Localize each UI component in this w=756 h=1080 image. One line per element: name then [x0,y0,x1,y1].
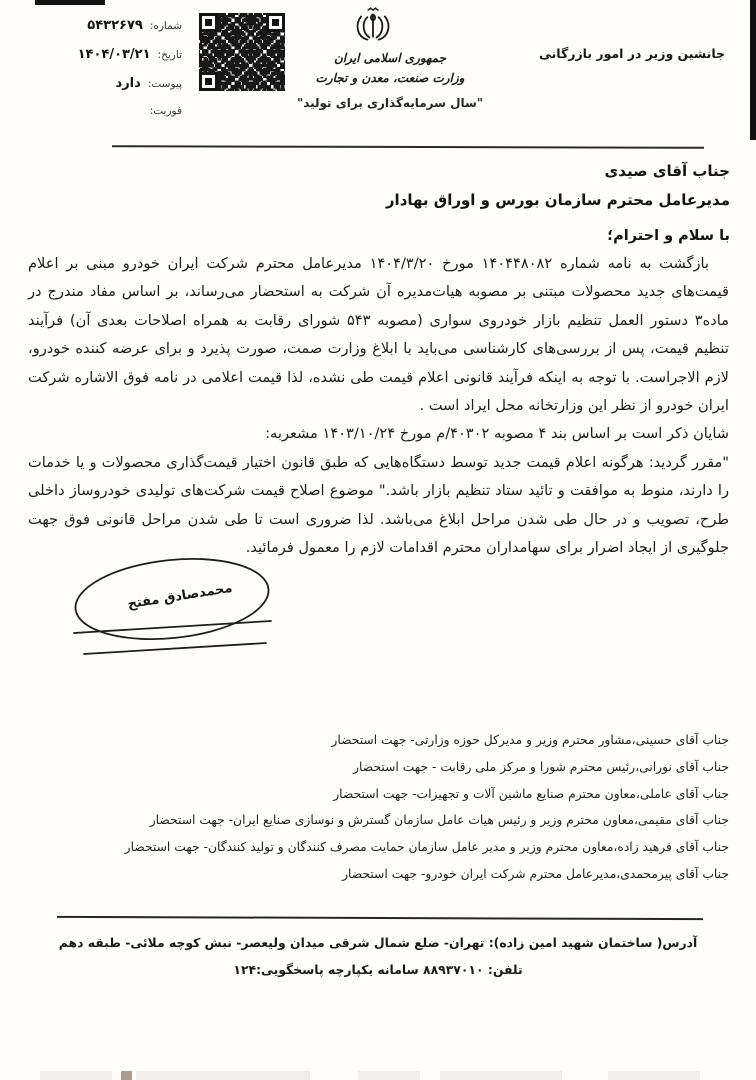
scan-edge-bar [750,0,756,140]
meta-number-row [50,18,182,47]
scan-bottom-artifact [608,1071,700,1080]
cc-item: جناب آقای پیرمحمدی،مدیرعامل محترم شرکت ایران خودرو- جهت استحضار [342,866,729,881]
deputy-minister-title: جانشین وزیر در امور بازرگانی [538,46,726,61]
scan-bottom-artifact [136,1071,310,1080]
letter-body [28,250,729,562]
cc-item: جناب آقای حسینی،مشاور محترم وزیر و مدیرکل حوزه وزارتی- جهت استحضار [331,733,729,747]
date-value: ۱۴۰۴/۰۳/۲۱ [77,47,151,62]
number-label: شماره: [149,20,182,32]
qr-finder-icon [199,13,218,32]
footer-address: آدرس( ساختمان شهید امین زاده): تهران- ضلع شمال شرقی میدان ولیعصر- نبش کوچه ملائی- طبقه دهم [58,935,698,950]
attachment-value: دارد [115,76,141,91]
recipient-name: جناب آقای صیدی [604,162,730,180]
scan-bottom-artifact [40,1071,112,1080]
qr-finder-icon [266,13,285,32]
scan-bottom-artifact [440,1071,562,1080]
year-slogan: "سال سرمایه‌گذاری برای تولید" [296,96,484,110]
qr-code-icon [199,13,285,91]
recipient-block [26,157,730,251]
date-label: تاریخ: [157,49,182,61]
org-title-block [293,48,487,88]
body-paragraph-1: بازگشت به نامه شماره ۱۴۰۴۴۸۰۸۲ مورخ ۱۴۰۴/۳/۲۰ مدیرعامل محترم شرکت ایران خودرو مبنی بر اعلام قیمت‌های جدید محصولات مبتنی بر مصوبه هیات‌مدیره آن شرکت به استحضار می‌رساند، بر اساس مفاد مندرج در ماده۳ دستور العمل تنظیم بازار خودروی سواری (مصوبه ۵۴۳ شورای رقابت به همراه اصلاحات بعدی آن) فرآیند تنظیم قیمت، پس از بررسی‌های کارشناسی می‌باید با ابلاغ وزارت صمت، صورت پذیرد و برای عرضه کننده خودرو، لازم الاجراست. با توجه به اینکه فرآیند قانونی اعلام قیمت طی نشده، لذا قیمت اعلامی در نامه فوق الاشاره شرکت ایران خودرو از نظر این وزارتخانه محل ایراد است . [28,255,729,415]
org-country-title: جمهوری اسلامی ایران [333,51,447,65]
signatory-name: محمدصادق مفتح [126,580,234,613]
meta-urgency-row [50,105,182,134]
urgency-label: فوریت: [149,105,182,117]
footer-block [40,929,716,983]
footer-phone: تلفن: ۸۸۹۳۷۰۱۰ سامانه یکپارچه پاسخگویی:۱۲۴ [233,962,523,977]
cc-list [27,727,729,888]
signature-block [68,553,278,665]
qr-finder-icon [199,72,218,91]
scan-edge-mark [35,0,105,5]
scan-bottom-artifact [358,1071,420,1080]
signature-stroke-icon [68,553,278,665]
cc-item: جناب آقای مقیمی،معاون محترم وزیر و رئیس هیات عامل سازمان گسترش و نوسازی صنایع ایران- جهت استحضار [149,813,729,828]
scan-bottom-artifact [121,1071,132,1080]
meta-date-row [50,47,182,76]
number-value: ۵۴۳۲۶۷۹ [87,18,143,33]
letter-meta-block [50,18,182,134]
cc-item: جناب آقای عاملی،معاون محترم صنایع ماشین آلات و تجهیزات- جهت استحضار [333,786,729,801]
footer-divider [57,916,703,920]
iran-emblem-icon [350,6,396,48]
salutation: با سلام و احترام؛ [607,228,730,244]
meta-attachment-row [50,76,182,105]
body-paragraph-2-intro: شایان ذکر است بر اساس بند ۴ مصوبه ۴۰۳۰۲/م مورخ ۱۴۰۳/۱۰/۲۴ مشعربه: [265,425,729,443]
recipient-role: مدیرعامل محترم سازمان بورس و اوراق بهادار [385,191,730,209]
cc-item: جناب آقای نورانی،رئیس محترم شورا و مرکز ملی رقابت - جهت استحضار [353,759,729,774]
attachment-label: پیوست: [147,78,182,90]
body-paragraph-2: "مقرر گردید: هرگونه اعلام قیمت جدید توسط دستگاه‌هایی که طبق قانون اختیار قیمت‌گذاری محصولات و یا خدمات را دارند، منوط به موافقت و تائید ستاد تنظیم بازار باشد." موضوع اصلاح قیمت شرکت‌های تولیدی خودروساز داخلی طرح، تصویب و در حال طی شدن مراحل ابلاغ می‌باشد. لذا ضروری است تا طی شدن مراحل قانونی فوق جهت جلوگیری از ایجاد اضرار برای سهامداران محترم اقدامات لازم را معمول فرمائید. [28,453,729,557]
header-divider [112,145,704,149]
cc-item: جناب آقای فرهید زاده،معاون محترم وزیر و مدیر عامل سازمان حمایت مصرف کنندگان و تولید کنندگان- جهت استحضار [124,840,729,855]
org-ministry-title: وزارت صنعت، معدن و تجارت [315,71,465,85]
